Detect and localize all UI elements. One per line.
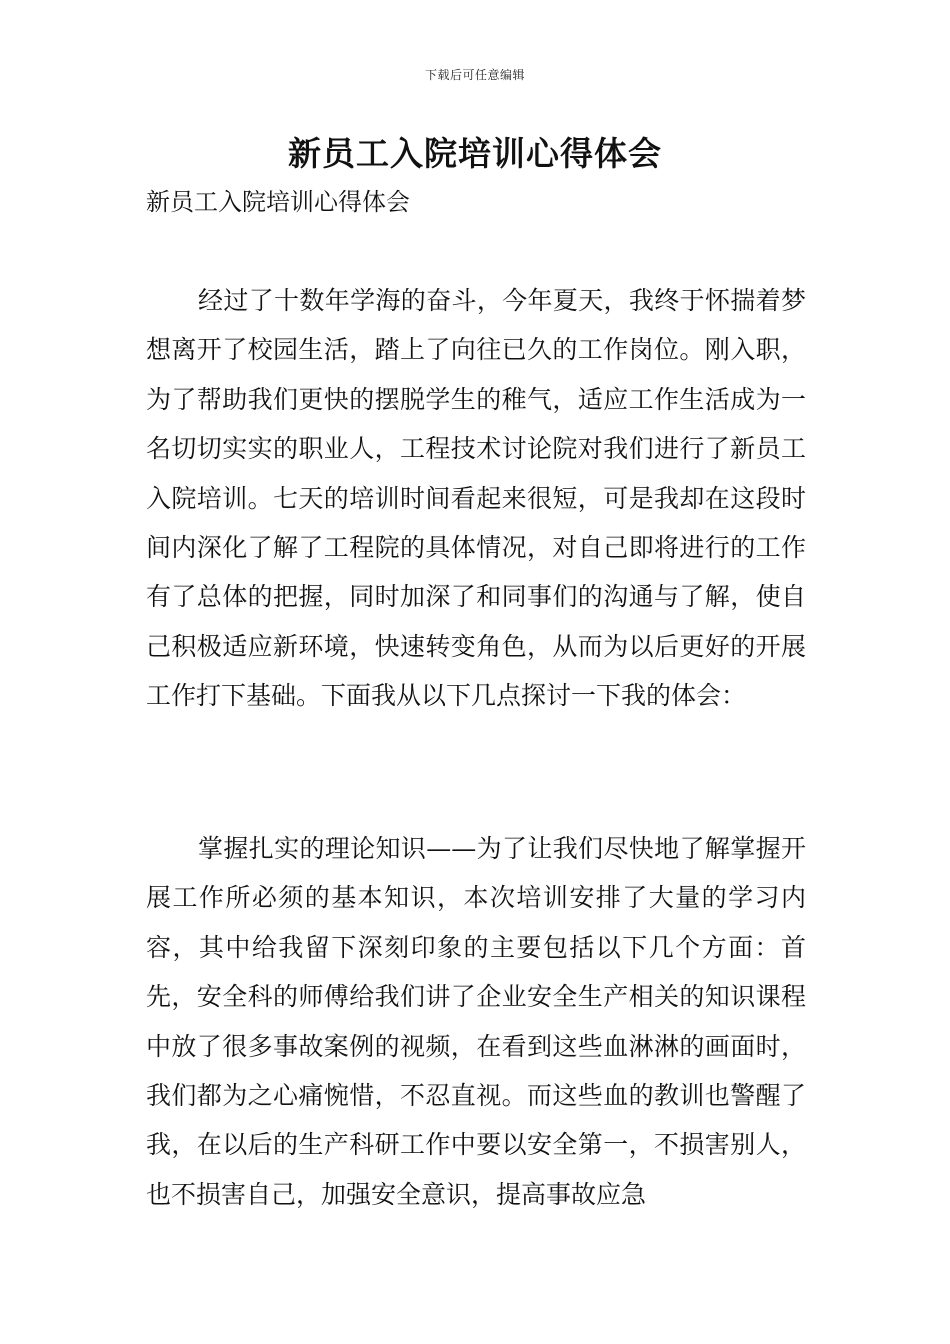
paragraph-2: 掌握扎实的理论知识——为了让我们尽快地了解掌握开展工作所必须的基本知识，本次培训安排了大量的学习内容，其中给我留下深刻印象的主要包括以下几个方面：首先，安全科的师傅给我们讲了企业安全生产相关的知识课程中放了很多事故案例的视频，在看到这些血淋淋的画面时，我们都为之心痛惋惜，不忍直视。而这些血的教训也警醒了我，在以后的生产科研工作中要以安全第一，不损害别人，也不损害自己，加强安全意识，提高事故应急	[146, 834, 806, 1209]
document-title: 新员工入院培训心得体会	[288, 134, 662, 173]
header-note: 下载后可任意编辑	[424, 68, 525, 82]
paragraph-1: 经过了十数年学海的奋斗，今年夏天，我终于怀揣着梦想离开了校园生活，踏上了向往已久的工作岗位。刚入职，为了帮助我们更快的摆脱学生的稚气，适应工作生活成为一名切切实实的职业人，工程技术讨论院对我们进行了新员工入院培训。七天的培训时间看起来很短，可是我却在这段时间内深化了解了工程院的具体情况，对自己即将进行的工作有了总体的把握，同时加深了和同事们的沟通与了解，使自己积极适应新环境，快速转变角色，从而为以后更好的开展工作打下基础。下面我从以下几点探讨一下我的体会：	[146, 286, 806, 711]
document-subtitle: 新员工入院培训心得体会	[146, 188, 410, 216]
